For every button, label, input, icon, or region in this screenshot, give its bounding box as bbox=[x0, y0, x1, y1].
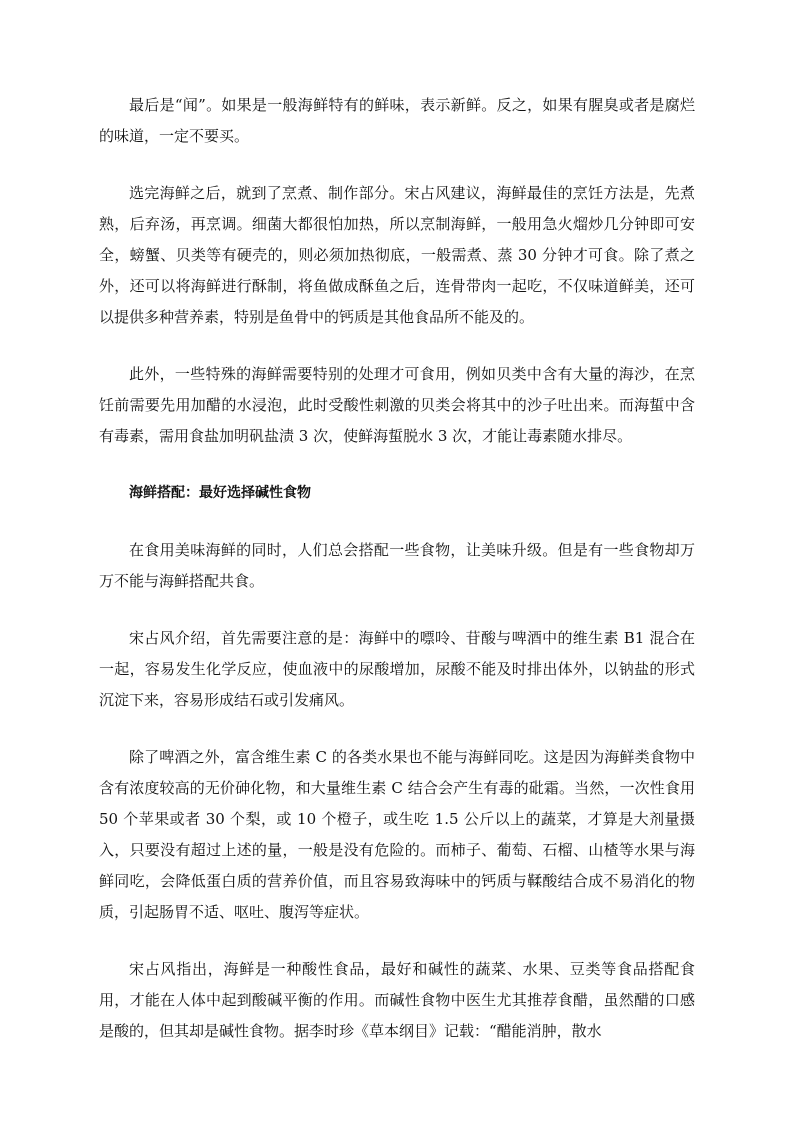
document-body bbox=[99, 90, 695, 1073]
paragraph-special-processing: 此外，一些特殊的海鲜需要特别的处理才可食用，例如贝类中含有大量的海沙，在烹饪前需要先用加醋的水浸泡，此时受酸性刺激的贝类会将其中的沙子吐出来。而海蜇中含有毒素，需用食盐加明矾盐渍 3 次，使鲜海蜇脱水 3 次，才能让毒素随水排尽。 bbox=[99, 365, 695, 445]
paragraph-cooking-method: 选完海鲜之后，就到了烹煮、制作部分。宋占风建议，海鲜最佳的烹饪方法是，先煮熟，后弃汤，再烹调。细菌大都很怕加热，所以烹制海鲜，一般用急火熘炒几分钟即可安全，螃蟹、贝类等有硬壳的，则必须加热彻底，一般需煮、蒸 30 分钟才可食。除了煮之外，还可以将海鲜进行酥制，将鱼做成酥鱼之后，连骨带肉一起吃，不仅味道鲜美，还可以提供多种营养素，特别是鱼骨中的钙质是其他食品所不能及的。 bbox=[99, 184, 695, 326]
section-heading: 海鲜搭配：最好选择碱性食物 bbox=[129, 485, 311, 501]
paragraph-beer-warning: 宋占风介绍，首先需要注意的是：海鲜中的嘌呤、苷酸与啤酒中的维生素 B1 混合在一起，容易发生化学反应，使血液中的尿酸增加，尿酸不能及时排出体外，以钠盐的形式沉淀下来，容易形成结石或引发痛风。 bbox=[99, 629, 695, 709]
paragraph-alkaline-food: 宋占风指出，海鲜是一种酸性食品，最好和碱性的蔬菜、水果、豆类等食品搭配食用，才能在人体中起到酸碱平衡的作用。而碱性食物中医生尤其推荐食醋，虽然醋的口感是酸的，但其却是碱性食物。据李时珍《草本纲目》记载：“醋能消肿，散水 bbox=[99, 960, 695, 1040]
paragraph-vitamin-c-warning: 除了啤酒之外，富含维生素 C 的各类水果也不能与海鲜同吃。这是因为海鲜类食物中含有浓度较高的无价砷化物，和大量维生素 C 结合会产生有毒的砒霜。当然，一次性食用 50 个苹果或者 30 个梨，或 10 个橙子，或生吃 1.5 公斤以上的蔬菜，才算是大剂量摄入，只要没有超过上述的量，一般是没有危险的。而柿子、葡萄、石榴、山楂等水果与海鲜同吃，会降低蛋白质的营养价值，而且容易致海味中的钙质与鞣酸结合成不易消化的物质，引起肠胃不适、呕吐、腹泻等症状。 bbox=[99, 748, 695, 921]
paragraph-pairing-intro: 在食用美味海鲜的同时，人们总会搭配一些食物，让美味升级。但是有一些食物却万万不能与海鲜搭配共食。 bbox=[99, 541, 695, 590]
paragraph-smell-check: 最后是“闻”。如果是一般海鲜特有的鲜味，表示新鲜。反之，如果有腥臭或者是腐烂的味道，一定不要买。 bbox=[99, 96, 695, 145]
